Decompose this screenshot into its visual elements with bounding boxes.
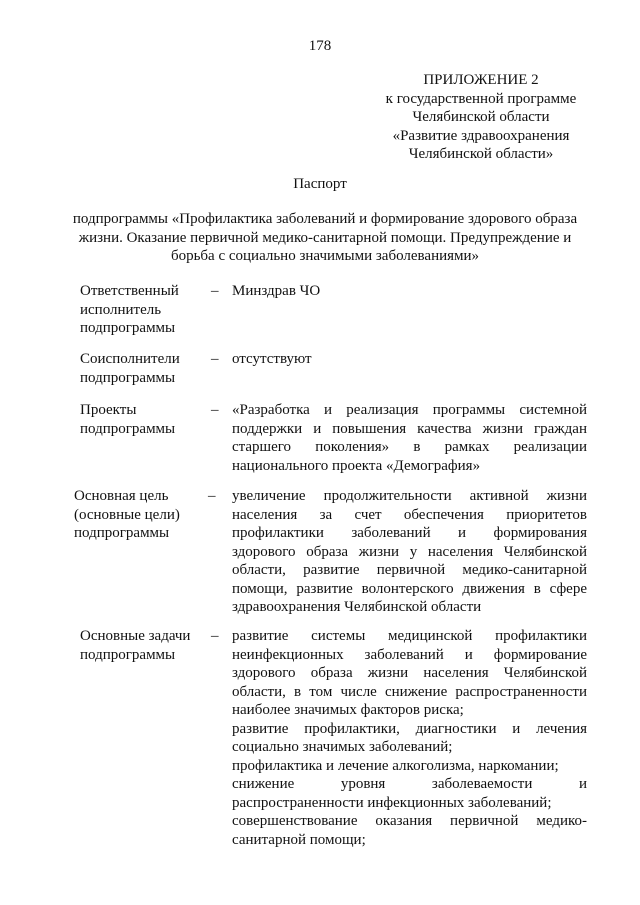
row-label-line: Проекты	[80, 402, 137, 418]
appendix-line: ПРИЛОЖЕНИЕ 2	[423, 72, 539, 88]
row-label-line: подпрограммы	[80, 320, 176, 336]
row-label-line: Ответственный	[80, 283, 179, 299]
row-value-line: наиболее значимых факторов риска;	[232, 702, 464, 718]
row-dash: –	[208, 488, 216, 504]
row-value-line: социально значимых заболеваний;	[232, 739, 453, 755]
appendix-line: Челябинской области»	[408, 146, 554, 162]
row-value-line: развитие профилактики, диагностики и лечения	[232, 720, 587, 737]
row-label-line: подпрограммы	[80, 369, 176, 386]
subtitle-line: подпрограммы «Профилактика заболеваний и формирование здорового образа	[72, 211, 578, 227]
row-label	[80, 401, 200, 438]
row-dash: –	[211, 628, 219, 644]
row-value-line: отсутствуют	[232, 351, 312, 367]
row-value-line: здорового образа жизни у населения Челябинской	[232, 543, 587, 560]
row-value-line: здорового образа жизни населения Челябинской	[232, 665, 587, 681]
row-value-line: профилактики заболеваний и формирования	[232, 525, 587, 541]
row-label-line: Основная цель	[74, 488, 169, 504]
row-dash: –	[211, 283, 219, 299]
row-value-line: поддержки и повышения качества жизни граждан	[232, 420, 587, 437]
row-value-line: национального проекта «Демография»	[232, 457, 481, 474]
appendix-line: Челябинской области	[412, 109, 550, 125]
row-value-line: населения за счет обеспечения приоритетов	[232, 506, 587, 523]
row-value	[232, 401, 587, 475]
subtitle-line: жизни. Оказание первичной медико-санитарной помощи. Предупреждение и	[78, 229, 572, 246]
row-label-line: Соисполнители	[80, 351, 180, 367]
row-value-line: Минздрав ЧО	[232, 283, 321, 299]
row-label-line: исполнитель	[80, 301, 162, 318]
row-value-line: профилактика и лечение алкоголизма, наркомании;	[232, 757, 559, 774]
row-label-line: подпрограммы	[74, 525, 170, 541]
row-value-line: совершенствование оказания первичной медико-	[232, 813, 587, 829]
row-label	[80, 627, 200, 664]
row-value-line: области, развитие первичной медико-санитарной	[232, 562, 587, 578]
row-label-line: Основные задачи	[80, 628, 191, 644]
row-value	[232, 350, 587, 369]
row-label-line: подпрограммы	[80, 646, 176, 663]
row-label-line: подпрограммы	[80, 420, 176, 437]
row-value-line: помощи, развитие волонтерского движения в сфере	[232, 580, 587, 597]
subtitle-line: борьба с социально значимыми заболеваниями»	[170, 248, 480, 264]
document-subtitle	[60, 210, 590, 266]
row-value-line: санитарной помощи;	[232, 831, 366, 848]
appendix-header	[352, 71, 610, 164]
row-value	[232, 487, 587, 617]
row-value-line: снижение уровня заболеваемости и	[232, 776, 587, 792]
appendix-line: к государственной программе	[385, 90, 577, 107]
row-value-line: неинфекционных заболеваний и формирование	[232, 646, 587, 663]
row-value-line: развитие системы медицинской профилактики	[232, 628, 587, 644]
row-value-line: здравоохранения Челябинской области	[232, 599, 482, 615]
row-value	[232, 282, 587, 301]
row-value-line: старшего поколения» в рамках реализации	[232, 439, 587, 455]
appendix-line: «Развитие здравоохранения	[392, 127, 570, 144]
page-number: 178	[308, 38, 332, 54]
row-label	[80, 282, 200, 338]
row-dash: –	[211, 402, 219, 418]
row-label	[80, 350, 200, 387]
row-value-line: увеличение продолжительности активной жизни	[232, 488, 587, 504]
row-dash: –	[211, 351, 219, 367]
document-title: Паспорт	[293, 176, 347, 192]
row-value	[232, 627, 587, 849]
row-label	[74, 487, 194, 543]
row-value-line: «Разработка и реализация программы системной	[232, 402, 587, 418]
row-label-line: (основные цели)	[74, 506, 180, 523]
row-value-line: области, в том числе снижение распространенности	[232, 683, 587, 700]
row-value-line: распространенности инфекционных заболеваний;	[232, 794, 552, 811]
